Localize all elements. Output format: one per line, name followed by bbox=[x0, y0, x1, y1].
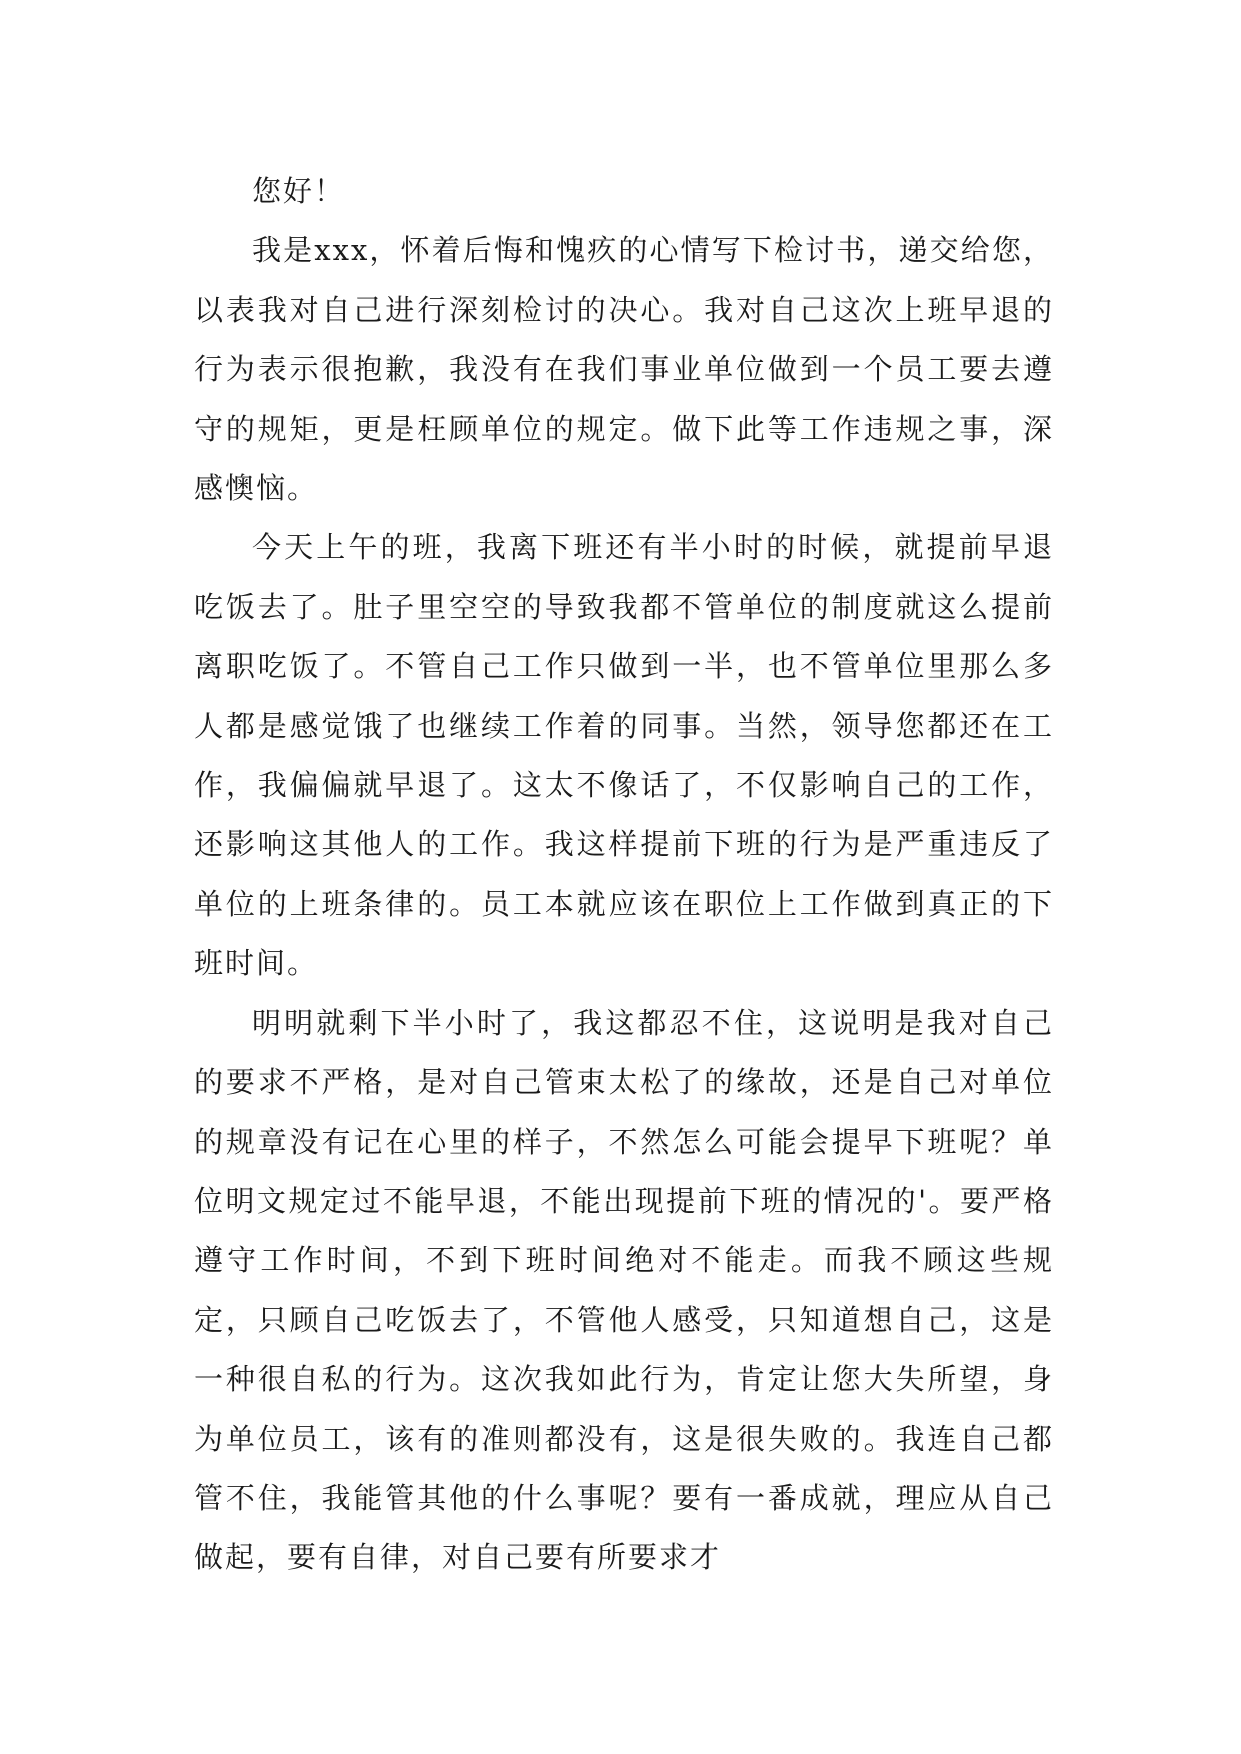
paragraph-3: 明明就剩下半小时了，我这都忍不住，这说明是我对自己的要求不严格，是对自己管束太松了的缘故，还是自己对单位的规章没有记在心里的样子，不然怎么可能会提早下班呢？单位明文规定过不能早退，不能出现提前下班的情况的'。要严格遵守工作时间，不到下班时间绝对不能走。而我不顾这些规定，只顾自己吃饭去了，不管他人感受，只知道想自己，这是一种很自私的行为。这次我如此行为，肯定让您大失所望，身为单位员工，该有的准则都没有，这是很失败的。我连自己都管不住，我能管其他的什么事呢？要有一番成就，理应从自己做起，要有自律，对自己要有所要求才 bbox=[194, 1005, 1054, 1575]
document-body bbox=[194, 162, 1054, 1588]
paragraph-1: 我是xxx，怀着后悔和愧疚的心情写下检讨书，递交给您，以表我对自己进行深刻检讨的决心。我对自己这次上班早退的行为表示很抱歉，我没有在我们事业单位做到一个员工要去遵守的规矩，更是枉顾单位的规定。做下此等工作违规之事，深感懊恼。 bbox=[194, 233, 1054, 506]
paragraph-2: 今天上午的班，我离下班还有半小时的时候，就提前早退吃饭去了。肚子里空空的导致我都不管单位的制度就这么提前离职吃饭了。不管自己工作只做到一半，也不管单位里那么多人都是感觉饿了也继续工作着的同事。当然，领导您都还在工作，我偏偏就早退了。这太不像话了，不仅影响自己的工作，还影响这其他人的工作。我这样提前下班的行为是严重违反了单位的上班条律的。员工本就应该在职位上工作做到真正的下班时间。 bbox=[194, 530, 1054, 981]
greeting: 您好！ bbox=[252, 174, 346, 208]
